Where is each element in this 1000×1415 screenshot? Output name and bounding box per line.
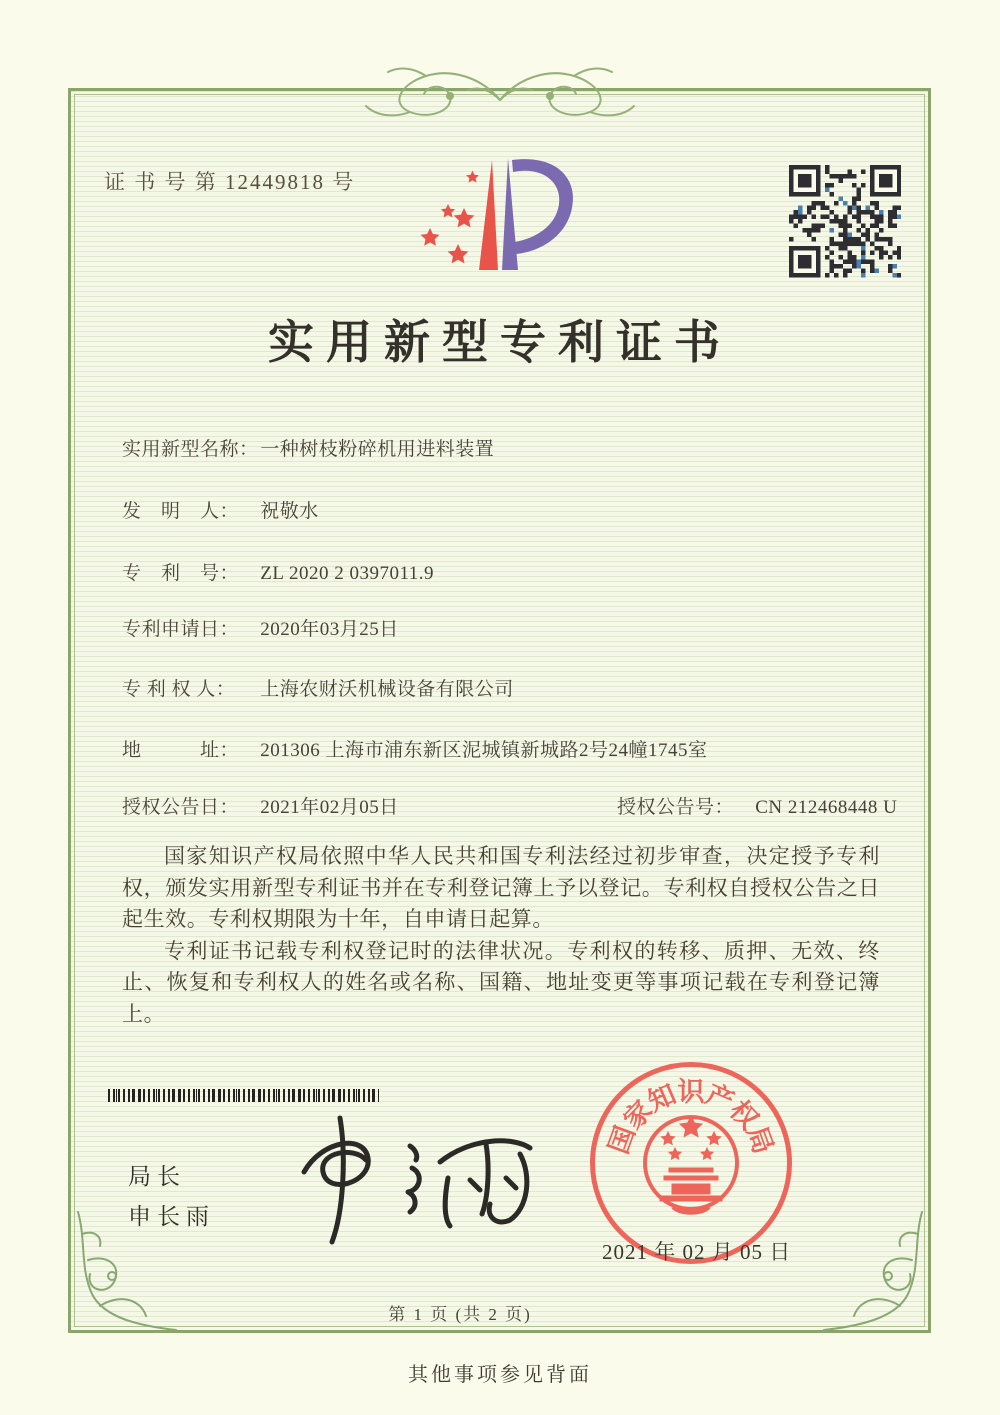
field-row-inventor	[122, 496, 319, 523]
field-value: CN 212468448 U	[755, 797, 898, 818]
field-label: 发 明 人：	[122, 501, 240, 522]
legal-paragraph: 专利证书记载专利权登记时的法律状况。专利权的转移、质押、无效、终止、恢复和专利权人的姓名或名称、国籍、地址变更等事项记载在专利登记簿上。	[122, 938, 880, 1026]
grant-number-pair	[617, 792, 897, 819]
director-role: 局长	[128, 1163, 186, 1189]
seal-text-char: 国	[603, 1122, 642, 1158]
qr-code	[789, 161, 901, 281]
field-label: 实用新型名称：	[122, 439, 259, 460]
field-row-patent-no	[122, 558, 434, 585]
field-label: 授权公告号：	[617, 797, 735, 818]
seal-text-char: 权	[723, 1094, 765, 1136]
field-row-address	[122, 735, 708, 762]
field-value: ZL 2020 2 0397011.9	[260, 563, 435, 584]
seal-text-char: 识	[677, 1077, 705, 1107]
barcode	[108, 1089, 379, 1102]
legal-paragraph: 国家知识产权局依照中华人民共和国专利法经过初步审查，决定授予专利权，颁发实用新型专利证书并在专利登记簿上予以登记。专利权自授权公告之日起生效。专利权期限为十年，自申请日起算。	[122, 844, 880, 931]
certificate-title: 实用新型专利证书	[268, 317, 732, 368]
cnipa-logo-icon	[420, 146, 590, 288]
field-label: 专 利 号：	[122, 563, 240, 584]
field-row-grant	[122, 792, 898, 819]
footer-note: 其他事项参见背面	[408, 1364, 592, 1386]
legal-paragraphs	[122, 841, 880, 1030]
national-emblem-icon	[642, 1108, 740, 1218]
director-name: 申长雨	[128, 1203, 215, 1229]
page-number: 第 1 页 (共 2 页)	[388, 1305, 532, 1324]
field-row-patentee	[122, 674, 514, 701]
field-value: 2020年03月25日	[260, 619, 399, 640]
seal-text-char: 家	[617, 1094, 659, 1136]
seal-text-char: 产	[701, 1078, 739, 1118]
seal-text-char: 局	[740, 1122, 779, 1158]
certificate-number: 证 书 号 第 12449818 号	[104, 170, 356, 194]
field-value: 一种树枝粉碎机用进料装置	[260, 439, 495, 460]
field-label: 专 利 权 人：	[122, 679, 236, 700]
field-value: 2021年02月05日	[260, 797, 399, 818]
field-label: 地 址：	[122, 740, 240, 761]
field-value: 祝敬水	[260, 501, 319, 522]
field-label: 专利申请日：	[122, 619, 240, 640]
signature-icon	[278, 1106, 563, 1251]
field-value: 201306 上海市浦东新区泥城镇新城路2号24幢1745室	[260, 740, 708, 761]
field-row-filing-date	[122, 614, 399, 641]
field-value: 上海农财沃机械设备有限公司	[260, 679, 514, 700]
field-row-name	[122, 434, 494, 461]
seal-date: 2021 年 02 月 05 日	[602, 1240, 792, 1264]
field-label: 授权公告日：	[122, 797, 240, 818]
seal-text-char: 知	[643, 1078, 681, 1118]
